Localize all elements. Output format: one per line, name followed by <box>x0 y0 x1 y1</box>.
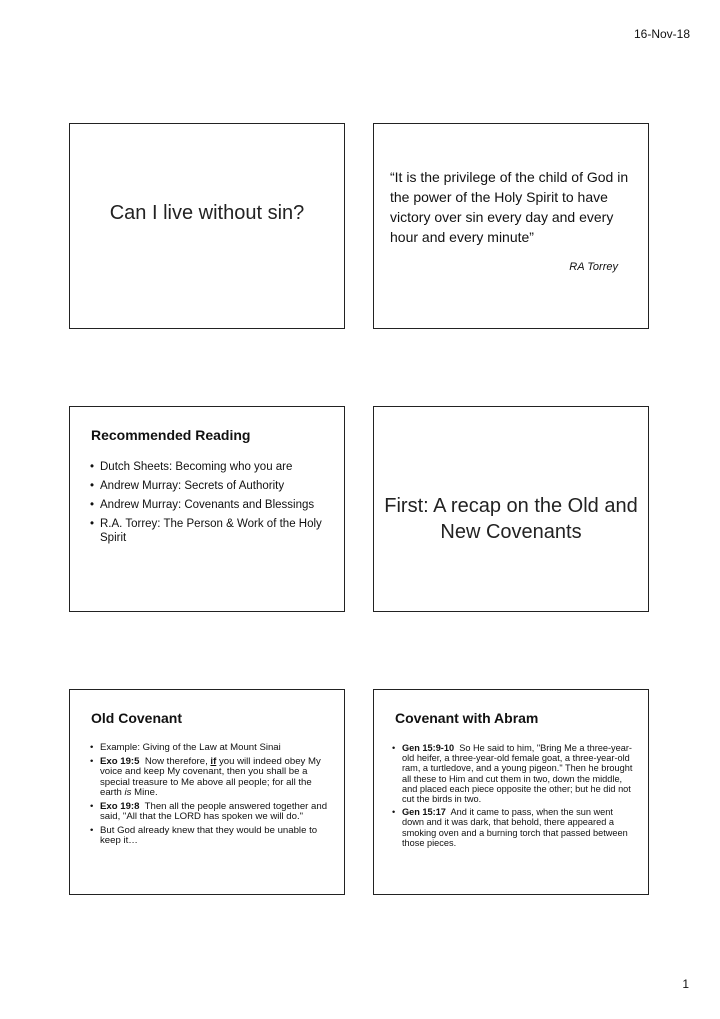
emphasis-word: if <box>210 755 217 767</box>
list-item: • Andrew Murray: Covenants and Blessings <box>90 498 330 512</box>
verse-ref: Gen 15:17 <box>402 807 446 818</box>
verse-ref: Gen 15:9-10 <box>402 743 455 753</box>
verse-text: So He said to him, "Bring Me a three-year-old heifer, a three-year-old female goat, a three-year-old ram, a turtledove, and a young pigeon." Then he brought all these to Him and cut them in two, down the middle, and placed each piece opposite the other; but he did not cut the birds in two. <box>402 743 633 805</box>
list-item <box>90 757 330 799</box>
list-item: • R.A. Torrey: The Person & Work of the Holy Spirit <box>90 517 330 545</box>
slide-1 <box>69 123 345 329</box>
verse-ref: Exo 19:5 <box>100 755 140 767</box>
header-date: 16-Nov-18 <box>633 27 690 41</box>
list-item <box>90 802 330 823</box>
abram-covenant-list <box>392 743 634 851</box>
quote-author: RA Torrey <box>569 261 618 273</box>
verse-text: Now therefore, <box>144 755 211 767</box>
verse-text: And it came to pass, when the sun went down and it was dark, that behold, there appeared a smoking oven and a burning torch that passed between those pieces. <box>402 807 628 848</box>
slide-heading: Recommended Reading <box>91 427 251 443</box>
slide-heading: Covenant with Abram <box>395 710 539 726</box>
list-item: • Dutch Sheets: Becoming who you are <box>90 460 330 474</box>
slide-title: First: A recap on the Old and New Covenants <box>384 495 638 543</box>
verse-text: you will indeed obey My voice and keep My covenant, then you shall be a special treasure to Me above all people; for all the earth <box>100 755 321 798</box>
list-item: • Example: Giving of the Law at Mount Sinai <box>90 743 330 754</box>
reading-list <box>90 460 330 550</box>
verse-text: Then all the people answered together and said, "All that the LORD has spoken we will do." <box>100 800 328 822</box>
slide-5 <box>69 689 345 895</box>
list-item: • Andrew Murray: Secrets of Authority <box>90 479 330 493</box>
list-item <box>392 807 634 848</box>
page-number: 1 <box>682 977 689 991</box>
quote-text: “It is the privilege of the child of God in the power of the Holy Spirit to have victory over sin every day and every hour and every minute” <box>390 169 629 245</box>
italic-word: is <box>124 787 132 798</box>
slide-heading: Old Covenant <box>91 710 183 726</box>
slide-3 <box>69 406 345 612</box>
verse-text: Mine. <box>131 787 158 798</box>
list-item <box>392 743 634 804</box>
slide-title: Can I live without sin? <box>109 202 305 224</box>
slide-4 <box>373 406 649 612</box>
old-covenant-list <box>90 743 330 850</box>
list-item: • But God already knew that they would be unable to keep it… <box>90 826 330 847</box>
verse-ref: Exo 19:8 <box>100 800 140 812</box>
slide-6 <box>373 689 649 895</box>
slide-2 <box>373 123 649 329</box>
